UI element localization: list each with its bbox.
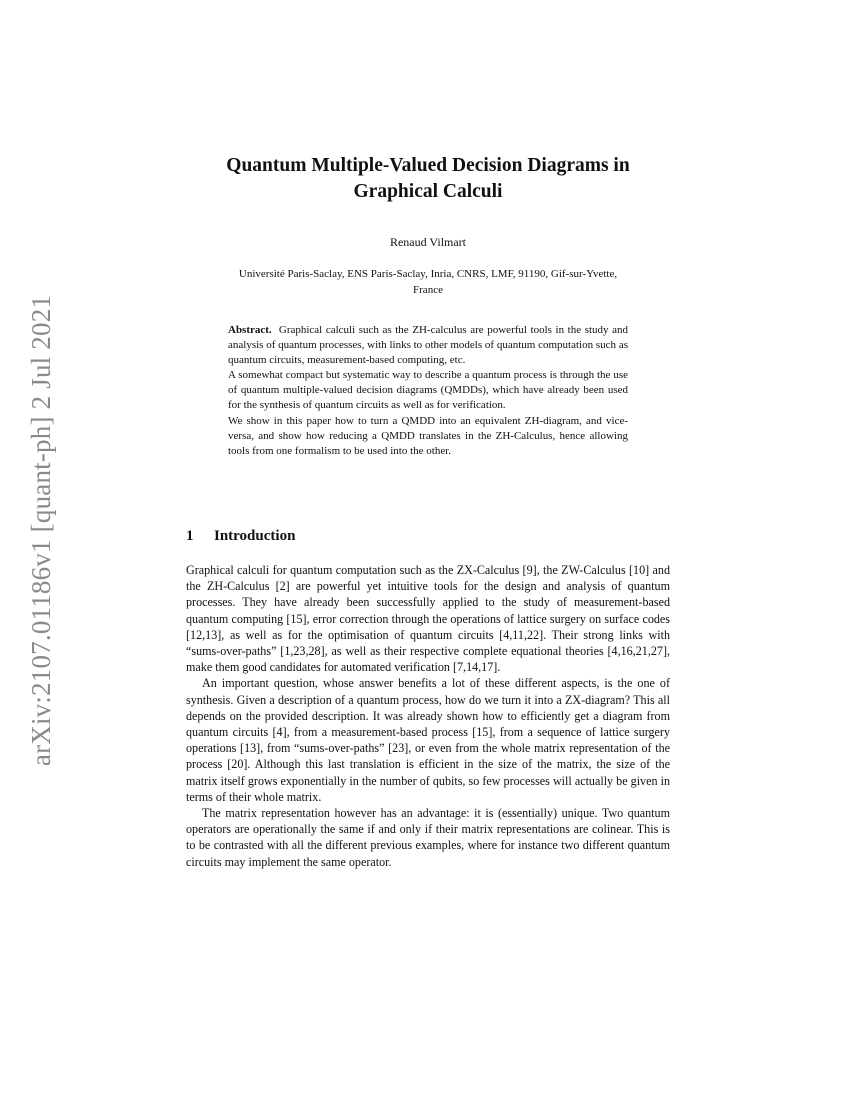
section-heading (186, 528, 670, 545)
abstract-paragraph-3: We show in this paper how to turn a QMDD into an equivalent ZH-diagram, and vice-versa, and show how reducing a QMDD translates in the ZH-Calculus, hence allowing tools from one formalism to be used into the other. (228, 414, 628, 457)
title-line-1: Quantum Multiple-Valued Decision Diagrams in (226, 155, 630, 176)
affiliation-line-2: France (413, 284, 443, 296)
affiliation-line-1: Université Paris-Saclay, ENS Paris-Saclay, Inria, CNRS, LMF, 91190, Gif-sur-Yvette, (238, 268, 618, 280)
title-line-2: Graphical Calculi (353, 181, 503, 202)
arxiv-identifier-stamp (22, 270, 62, 790)
arxiv-identifier-text: arXiv:2107.01186v1 [quant-ph] 2 Jul 2021 (26, 294, 57, 766)
abstract-text-1: Graphical calculi such as the ZH-calculus are powerful tools in the study and analysis of quantum processes, with links to other models of quantum computation such as quantum circuits, measurement-based computing, etc. (228, 324, 629, 367)
section-body (186, 562, 670, 870)
abstract (228, 323, 628, 459)
section-title: Introduction (214, 528, 296, 544)
body-paragraph-1: Graphical calculi for quantum computation such as the ZX-Calculus [9], the ZW-Calculus [10] and the ZH-Calculus [2] are powerful yet intuitive tools for the design and analysis of quantum processes. They have already been successfully applied to the study of measurement-based quantum computing [15], error correction through the operations of lattice surgery on surface codes [12,13], as well as for the optimisation of quantum circuits [4,11,22]. Their strong links with “sums-over-paths” [1,23,28], as well as their respective complete equational theories [4,16,21,27], make them good candidates for automated verification [7,14,17]. (186, 563, 670, 675)
abstract-paragraph-2: A somewhat compact but systematic way to describe a quantum process is through the use of quantum multiple-valued decision diagrams (QMDDs), which have already been used for the synthesis of quantum circuits as well as for verification. (228, 369, 628, 412)
section-number: 1 (186, 528, 194, 544)
body-paragraph-3: The matrix representation however has an advantage: it is (essentially) unique. Two quantum operators are operationally the same if and only if their matrix representations are colinear. This is to be contrasted with all the different previous examples, where for instance two different quantum circuits may implement the same operator. (186, 806, 670, 869)
abstract-label: Abstract. (228, 324, 272, 336)
author-name: Renaud Vilmart (389, 235, 467, 249)
author-affiliation (186, 266, 670, 298)
abstract-paragraph-1 (228, 323, 628, 368)
body-paragraph-2: An important question, whose answer benefits a lot of these different aspects, is the one of synthesis. Given a description of a quantum process, how do we turn it into a ZX-diagram? This all depends on the provided description. It was already shown how to efficiently get a diagram from quantum circuits [4], from a measurement-based process [15], from a sequence of lattice surgery operations [13], from “sums-over-paths” [23], or even from the whole matrix representation of the process [20]. Although this last translation is efficient in the size of the matrix, the size of the matrix itself grows exponentially in the number of qubits, so few processes will actually be given in terms of their whole matrix. (186, 676, 670, 804)
paper-title (186, 153, 670, 205)
